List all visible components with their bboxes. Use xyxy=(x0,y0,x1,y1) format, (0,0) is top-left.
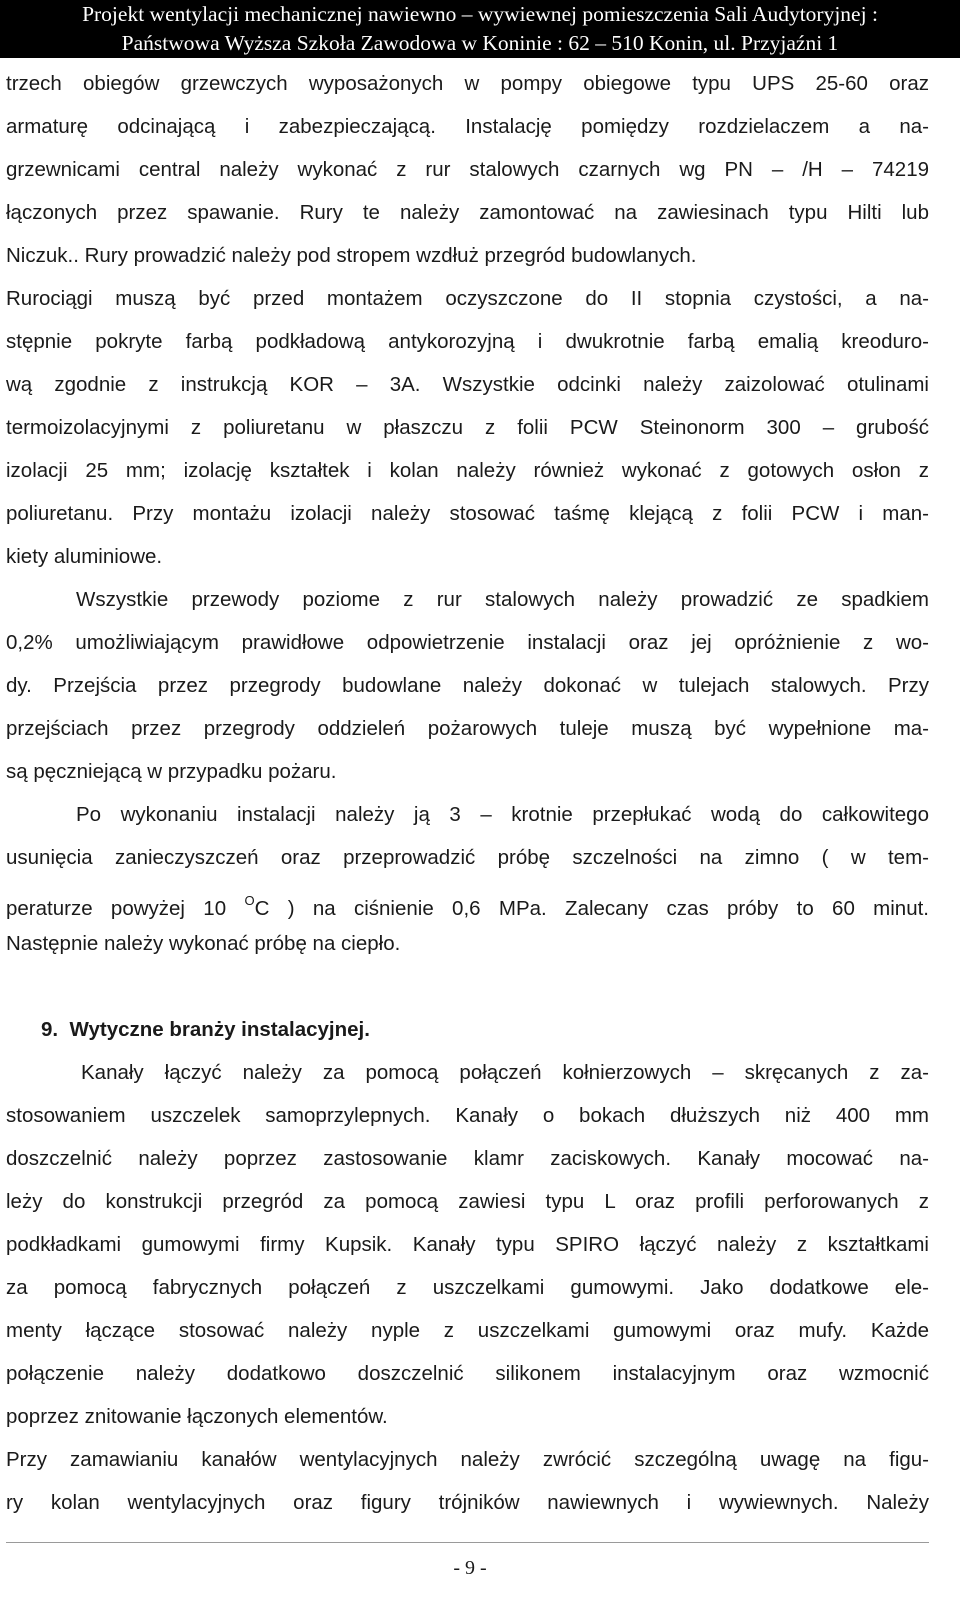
text-line: Rurociągi muszą być przed montażem oczyszczone do II stopnia czystości, a na- xyxy=(6,287,929,310)
text-line: armaturę odcinającą i zabezpieczającą. Instalację pomiędzy rozdzielaczem a na- xyxy=(6,115,929,138)
temp-text-a: peraturze powyżej 10 xyxy=(6,897,227,920)
section-heading xyxy=(6,1008,929,1051)
text-line: trzech obiegów grzewczych wyposażonych w pompy obiegowe typu UPS 25-60 oraz xyxy=(6,72,929,95)
text-line: podkładkami gumowymi firmy Kupsik. Kanały typu SPIRO łączyć należy z kształtkami xyxy=(6,1233,929,1256)
text-line: doszczelnić należy poprzez zastosowanie klamr zaciskowych. Kanały mocować na- xyxy=(6,1147,929,1170)
text-line: wą zgodnie z instrukcją KOR – 3A. Wszystkie odcinki należy zaizolować otulinami xyxy=(6,373,929,396)
text-line: usunięcia zanieczyszczeń oraz przeprowadzić próbę szczelności na zimno ( w tem- xyxy=(6,846,929,869)
text-line: łączonych przez spawanie. Rury te należy zamontować na zawiesinach typu Hilti lub xyxy=(6,201,929,224)
text-line: Wszystkie przewody poziome z rur stalowych należy prowadzić ze spadkiem xyxy=(76,588,929,611)
degree-superscript: O xyxy=(244,893,255,908)
header-line-2: Państwowa Wyższa Szkoła Zawodowa w Koninie : 62 – 510 Konin, ul. Przyjaźni 1 xyxy=(121,31,839,55)
header-line-1: Projekt wentylacji mechanicznej nawiewno – wywiewnej pomieszczenia Sali Audytoryjnej : xyxy=(82,2,878,26)
text-line: Niczuk.. Rury prowadzić należy pod stropem wzdłuż przegród budowlanych. xyxy=(6,244,697,267)
text-line: ry kolan wentylacyjnych oraz figury trójników nawiewnych i wywiewnych. Należy xyxy=(6,1491,929,1514)
text-line: 0,2% umożliwiającym prawidłowe odpowietrzenie instalacji oraz jej opróżnienie z wo- xyxy=(6,631,929,654)
text-line: kiety aluminiowe. xyxy=(6,545,163,568)
text-line: Przy zamawianiu kanałów wentylacyjnych należy zwrócić szczególną uwagę na figu- xyxy=(6,1448,929,1471)
text-line: za pomocą fabrycznych połączeń z uszczelkami gumowymi. Jako dodatkowe ele- xyxy=(6,1276,929,1299)
text-line: leży do konstrukcji przegród za pomocą zawiesi typu L oraz profili perforowanych z xyxy=(6,1190,929,1213)
temp-text-b: C ) na ciśnienie 0,6 MPa. Zalecany czas próby to 60 minut. xyxy=(254,897,929,920)
text-line: poliuretanu. Przy montażu izolacji należy stosować taśmę klejącą z folii PCW i man- xyxy=(6,502,929,525)
page-number: - 9 - xyxy=(453,1557,487,1579)
page-header xyxy=(0,0,960,58)
text-line: menty łączące stosować należy nyple z uszczelkami gumowymi oraz mufy. Każde xyxy=(6,1319,929,1342)
footer-divider xyxy=(6,1542,929,1543)
text-line-temperature xyxy=(6,879,929,922)
text-line: są pęczniejącą w przypadku pożaru. xyxy=(6,760,337,783)
text-line: Kanały łączyć należy za pomocą połączeń kołnierzowych – skręcanych z za- xyxy=(81,1061,929,1084)
section-title: Wytyczne branży instalacyjnej. xyxy=(69,1018,370,1041)
text-line: połączenie należy dodatkowo doszczelnić silikonem instalacyjnym oraz wzmocnić xyxy=(6,1362,929,1385)
text-line: przejściach przez przegrody oddzieleń pożarowych tuleje muszą być wypełnione ma- xyxy=(6,717,929,740)
text-line: termoizolacyjnymi z poliuretanu w płaszczu z folii PCW Steinonorm 300 – grubość xyxy=(6,416,929,439)
spacer xyxy=(6,965,929,1008)
document-body xyxy=(6,62,929,1524)
text-line: dy. Przejścia przez przegrody budowlane należy dokonać w tulejach stalowych. Przy xyxy=(6,674,929,697)
text-line: poprzez znitowanie łączonych elementów. xyxy=(6,1405,388,1428)
text-line: stosowaniem uszczelek samoprzylepnych. Kanały o bokach dłuższych niż 400 mm xyxy=(6,1104,929,1127)
text-line: stępnie pokryte farbą podkładową antykorozyjną i dwukrotnie farbą emalią kreoduro- xyxy=(6,330,929,353)
text-line: grzewnicami central należy wykonać z rur stalowych czarnych wg PN – /H – 74219 xyxy=(6,158,929,181)
text-line: Następnie należy wykonać próbę na ciepło. xyxy=(6,932,401,955)
text-line: Po wykonaniu instalacji należy ją 3 – krotnie przepłukać wodą do całkowitego xyxy=(76,803,929,826)
section-number: 9. xyxy=(41,1018,59,1041)
text-line: izolacji 25 mm; izolację kształtek i kolan należy również wykonać z gotowych osłon z xyxy=(6,459,929,482)
